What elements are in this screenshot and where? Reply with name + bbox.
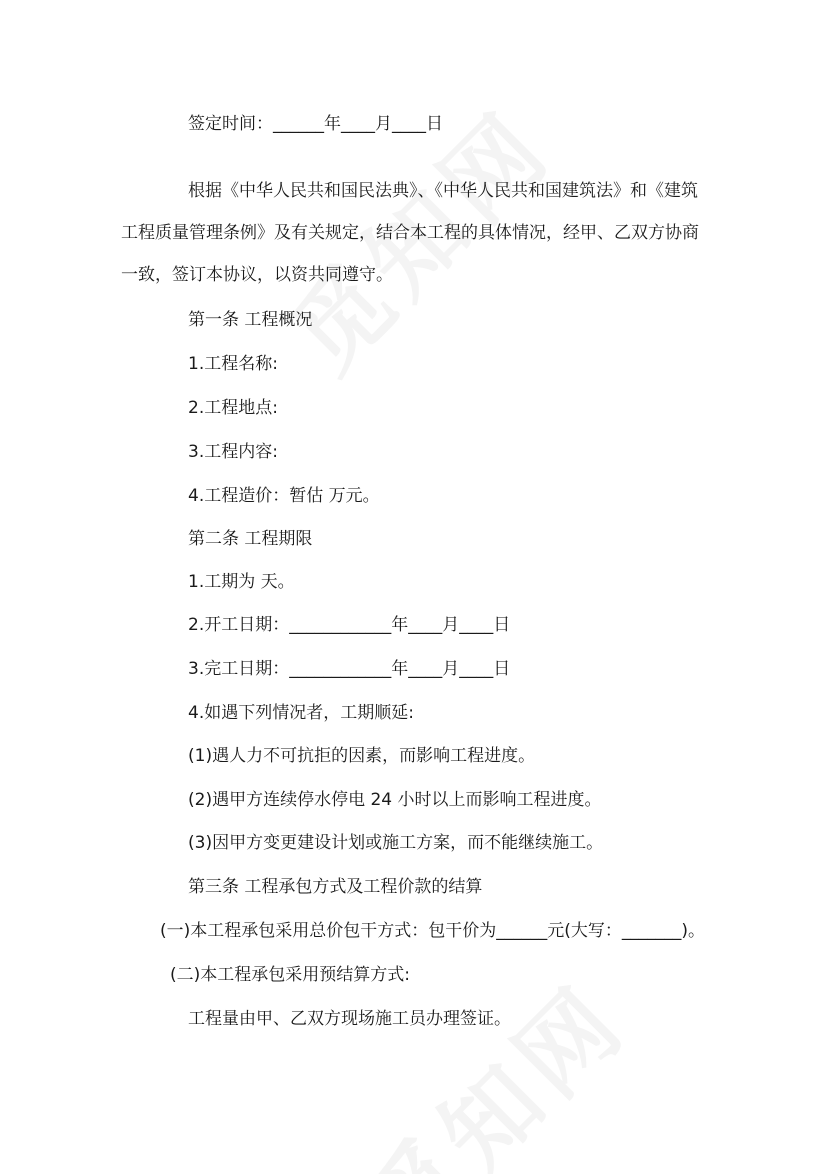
- article2-item-4: 4.如遇下列情况者，工期顺延:: [188, 703, 414, 723]
- article3-item-1: (一)本工程承包采用总价包干方式：包干价为______元(大写：_______)。: [160, 921, 706, 941]
- article3-item-2: (二)本工程承包采用预结算方式:: [170, 965, 410, 985]
- article2-title: 第二条 工程期限: [188, 529, 313, 549]
- article2-item-1: 1.工期为 天。: [188, 572, 295, 592]
- article2-item-5: (1)遇人力不可抗拒的因素，而影响工程进度。: [188, 746, 536, 766]
- article1-item-3: 3.工程内容:: [188, 442, 278, 462]
- article2-item-7: (3)因甲方变更建设计划或施工方案，而不能继续施工。: [188, 833, 604, 853]
- intro-line-2: 工程质量管理条例》及有关规定，结合本工程的具体情况，经甲、乙双方协商: [121, 223, 699, 243]
- article1-item-1: 1.工程名称:: [188, 354, 278, 374]
- article1-item-4: 4.工程造价：暂估 万元。: [188, 486, 380, 506]
- article1-title: 第一条 工程概况: [188, 310, 313, 330]
- article2-item-6: (2)遇甲方连续停水停电 24 小时以上而影响工程进度。: [188, 790, 602, 810]
- intro-line-3: 一致，签订本协议，以资共同遵守。: [121, 265, 393, 285]
- article3-item-3: 工程量由甲、乙双方现场施工员办理签证。: [188, 1009, 511, 1029]
- article2-item-2: 2.开工日期：____________年____月____日: [188, 615, 511, 635]
- article3-title: 第三条 工程承包方式及工程价款的结算: [188, 877, 483, 897]
- article2-item-3: 3.完工日期：____________年____月____日: [188, 659, 511, 679]
- signing-date-line: 签定时间：______年____月____日: [188, 114, 443, 134]
- intro-line-1: 根据《中华人民共和国民法典》、《中华人民共和国建筑法》和《建筑: [188, 181, 698, 201]
- article1-item-2: 2.工程地点:: [188, 398, 278, 418]
